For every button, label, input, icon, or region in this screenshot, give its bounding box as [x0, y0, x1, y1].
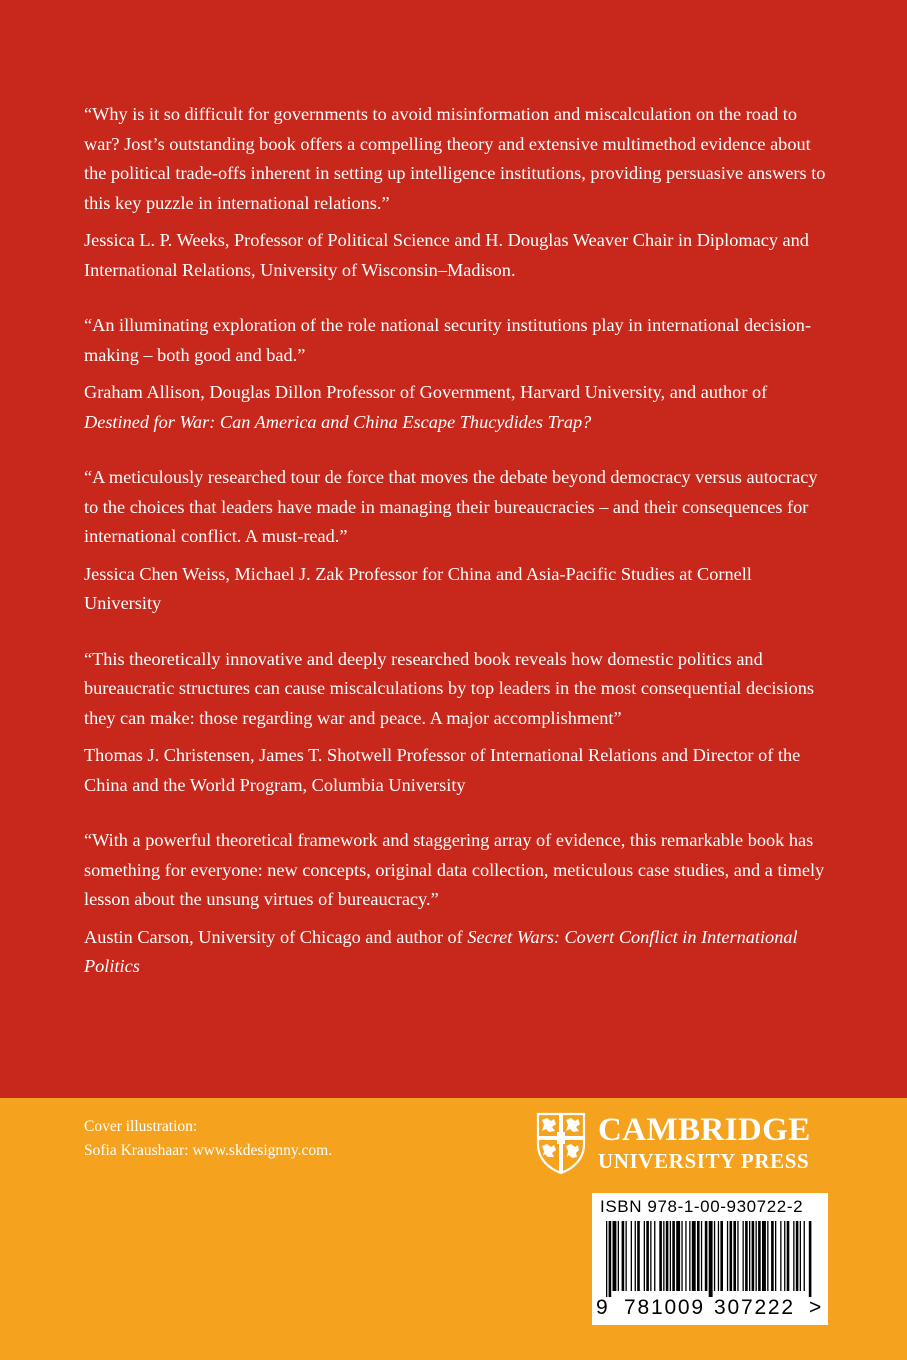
barcode-bar	[654, 1221, 655, 1291]
publisher-name: CAMBRIDGE	[598, 1112, 811, 1148]
cover-illustration-credit	[84, 1115, 332, 1163]
barcode-bar	[635, 1221, 636, 1291]
barcode-bar	[733, 1221, 736, 1291]
barcode-bar	[749, 1221, 750, 1291]
isbn-barcode	[592, 1193, 828, 1325]
endorsement-quote: “A meticulously researched tour de force that moves the debate beyond democracy versus autocracy to the choices that leaders have made in managing their bureaucracies – and their consequences for international conflict. A must-read.”	[84, 467, 818, 546]
barcode-bar	[784, 1221, 785, 1291]
barcode-bar	[672, 1221, 675, 1291]
endorsement-3	[84, 463, 829, 619]
barcode-bar	[692, 1221, 696, 1291]
attribution-text: Graham Allison, Douglas Dillon Professor of Government, Harvard University, and author of	[84, 382, 768, 402]
barcode-bar	[752, 1221, 755, 1291]
barcode-bar	[745, 1221, 748, 1291]
barcode-bar	[762, 1221, 766, 1291]
barcode-bar	[727, 1221, 728, 1291]
barcode-bar	[670, 1221, 671, 1291]
barcode-bar	[804, 1221, 805, 1291]
barcode-bar	[743, 1221, 744, 1291]
barcode-bar	[622, 1221, 625, 1291]
book-title: Destined for War: Can America and China Escape Thucydides Trap?	[84, 411, 592, 432]
barcode-bar	[689, 1221, 690, 1291]
endorsement-quote: “This theoretically innovative and deeply researched book reveals how domestic politics and bureaucratic structures can cause miscalculations by top leaders in the most consequential decisions they can make: those regarding war and peace. A major accomplishment”	[84, 648, 814, 728]
endorsement-4	[84, 645, 829, 801]
barcode-bar	[793, 1221, 794, 1291]
barcode-bar	[756, 1221, 757, 1291]
barcode-digit-lead: 9	[596, 1296, 608, 1319]
book-title: Secret Wars: Covert Conflict in International Politics	[84, 926, 798, 976]
barcode-bar	[659, 1221, 662, 1291]
cambridge-shield-icon	[536, 1112, 586, 1174]
barcode-bar	[697, 1221, 700, 1291]
barcode-bar	[709, 1221, 713, 1297]
barcode-bar	[775, 1221, 776, 1291]
publisher-subname: UNIVERSITY PRESS	[598, 1149, 810, 1173]
barcode-bar	[800, 1221, 801, 1291]
endorsement-attribution: Jessica L. P. Weeks, Professor of Political Science and H. Douglas Weaver Chair in Diplomacy and International Relations, University of Wisconsin–Madison.	[84, 230, 809, 280]
barcode-digits-left: 781009	[624, 1296, 705, 1319]
barcode-bar	[796, 1221, 799, 1291]
endorsement-attribution: Jessica Chen Weiss, Michael J. Zak Professor for China and Asia-Pacific Studies at Cornell University	[84, 563, 752, 613]
barcode-bar	[787, 1221, 790, 1291]
isbn-label: ISBN 978-1-00-930722-2	[600, 1197, 804, 1216]
barcode-bar	[705, 1221, 708, 1291]
endorsement-1	[84, 100, 829, 285]
endorsement-quote: “With a powerful theoretical framework and staggering array of evidence, this remarkable book has something for everyone: new concepts, original data collection, meticulous case studies, and a timely lesson about the unsung virtues of bureaucracy.”	[84, 830, 825, 909]
barcode-bar	[685, 1221, 686, 1291]
barcode-bar	[718, 1221, 719, 1291]
barcode-bar	[650, 1221, 651, 1291]
barcode-bar	[644, 1221, 645, 1291]
barcode-bar	[681, 1221, 682, 1291]
attribution-text: Austin Carson, University of Chicago and author of	[84, 926, 468, 947]
endorsement-attribution: Thomas J. Christensen, James T. Shotwell Professor of International Relations and Director of the China and the World Program, Columbia University	[84, 745, 801, 795]
barcode-quiet-zone-mark: >	[809, 1296, 822, 1319]
endorsement-2	[84, 311, 829, 437]
barcode-bar	[767, 1221, 768, 1291]
barcode-bar	[613, 1221, 617, 1291]
barcode-bar	[701, 1221, 702, 1291]
barcode-bars	[606, 1221, 812, 1297]
credit-text: Sofia Kraushaar: www.skdesignny.com.	[84, 1142, 333, 1159]
barcode-bar	[780, 1221, 781, 1291]
barcode-bar	[737, 1221, 738, 1291]
barcode-bar	[730, 1221, 733, 1291]
endorsement-quote: “Why is it so difficult for governments to avoid misinformation and miscalculation on the road to war? Jost’s outstanding book offers a compelling theory and extensive multimethod evidence about the political trade-offs inherent in setting up intelligence institutions, providing persuasive answers to this key puzzle in international relations.”	[84, 104, 826, 213]
barcode-bar	[606, 1221, 607, 1297]
barcode-bar	[637, 1221, 640, 1291]
barcode-bar	[663, 1221, 664, 1291]
credit-label: Cover illustration:	[84, 1118, 198, 1135]
endorsements	[84, 100, 829, 1008]
barcode-bar	[758, 1221, 761, 1291]
endorsement-attribution	[84, 378, 829, 437]
barcode-bar	[771, 1221, 774, 1291]
barcode-bar	[618, 1221, 619, 1291]
barcode-bar	[676, 1221, 680, 1291]
barcode-bar	[609, 1221, 612, 1297]
barcode-bar	[646, 1221, 649, 1291]
barcode-bar	[714, 1221, 715, 1291]
endorsement-attribution	[84, 923, 829, 982]
barcode-bar	[626, 1221, 627, 1291]
barcode-bar	[631, 1221, 632, 1291]
endorsement-5	[84, 826, 829, 982]
barcode-bar	[809, 1221, 812, 1297]
barcode-bar	[666, 1221, 669, 1291]
barcode-bar	[720, 1221, 723, 1291]
endorsement-quote: “An illuminating exploration of the role national security institutions play in international decision-making – both good and bad.”	[84, 315, 812, 365]
publisher-logo	[536, 1110, 836, 1176]
barcode-digits-right: 307222	[714, 1296, 795, 1319]
